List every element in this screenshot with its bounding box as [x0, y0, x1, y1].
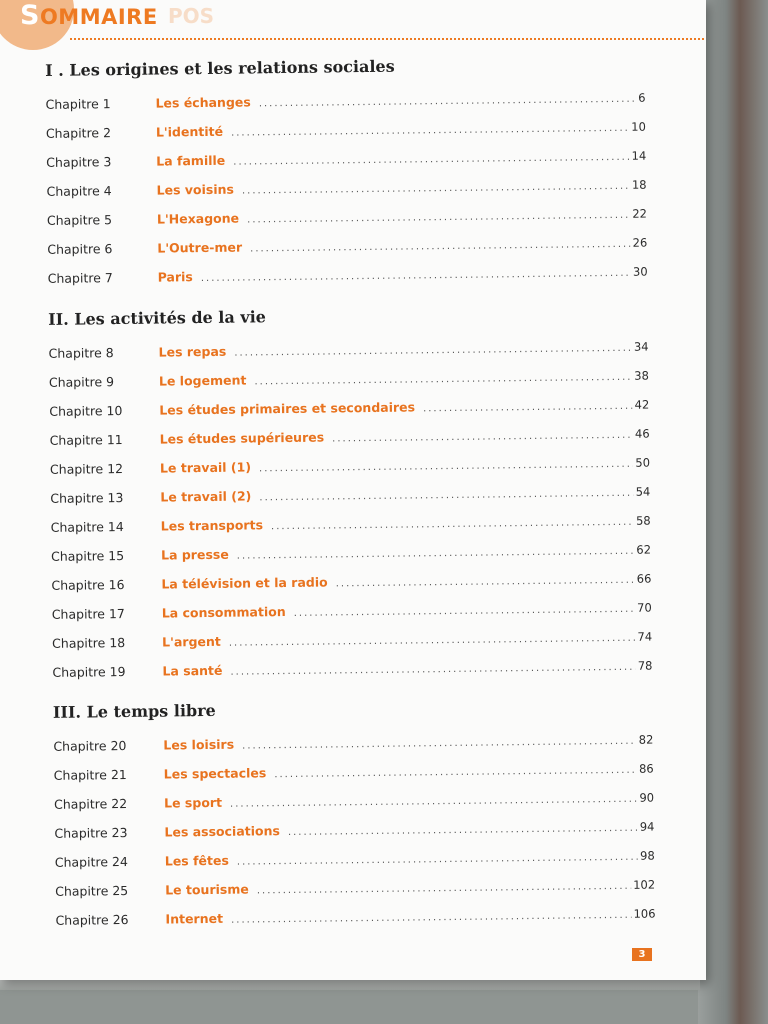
- section-1: [45, 53, 648, 293]
- title-initial: S: [20, 0, 40, 31]
- chapter-title[interactable]: Les spectacles: [163, 765, 267, 782]
- page-number: 14: [631, 148, 647, 163]
- dot-leader: [259, 85, 637, 119]
- scan-background: [698, 0, 768, 1024]
- chapter-label: Chapitre 1: [45, 96, 111, 112]
- chapter-label: Chapitre 10: [49, 403, 123, 419]
- chapter-title[interactable]: Les fêtes: [164, 852, 229, 869]
- chapter-label: Chapitre 14: [50, 519, 124, 535]
- page-number: 18: [631, 177, 647, 192]
- dot-leader: [254, 363, 632, 397]
- toc-row[interactable]: [53, 725, 653, 761]
- dot-leader: [288, 814, 638, 847]
- page-number: 10: [631, 119, 646, 134]
- toc-row[interactable]: [45, 83, 645, 119]
- chapter-label: Chapitre 26: [55, 911, 129, 928]
- dot-leader: [259, 450, 634, 484]
- section-title: III. Le temps libre: [52, 700, 216, 722]
- chapter-label: Chapitre 22: [54, 795, 128, 812]
- toc-row[interactable]: [47, 199, 647, 235]
- section-title: II. Les activités de la vie: [48, 307, 267, 329]
- dot-leader: [336, 566, 635, 599]
- section-rows: [48, 332, 652, 687]
- chapter-label: Chapitre 25: [55, 882, 129, 899]
- chapter-label: Chapitre 21: [53, 766, 127, 783]
- page-number: 30: [632, 264, 648, 279]
- toc-row[interactable]: [49, 390, 649, 426]
- chapter-title[interactable]: Le travail (1): [159, 459, 252, 476]
- dot-leader: [257, 872, 632, 906]
- toc-row[interactable]: [49, 419, 649, 455]
- chapter-title[interactable]: Le sport: [163, 794, 223, 811]
- dot-leader: [274, 756, 637, 789]
- chapter-title[interactable]: La santé: [162, 662, 223, 679]
- chapter-title[interactable]: Les échanges: [155, 94, 251, 111]
- toc-row[interactable]: [49, 361, 649, 397]
- chapter-label: Chapitre 4: [46, 183, 112, 199]
- chapter-title[interactable]: L'identité: [155, 123, 224, 140]
- page-number: 38: [634, 368, 649, 383]
- page-number: 74: [637, 629, 653, 644]
- dot-leader: [271, 508, 634, 541]
- chapter-title[interactable]: La télévision et la radio: [161, 574, 328, 592]
- page-number: 58: [635, 513, 651, 528]
- page-number: 78: [637, 658, 653, 673]
- chapter-title[interactable]: Les études primaires et secondaires: [159, 399, 416, 418]
- toc-row[interactable]: [55, 870, 655, 906]
- dot-leader: [332, 421, 633, 454]
- chapter-title[interactable]: La consommation: [161, 604, 286, 621]
- page-number: 90: [639, 790, 655, 805]
- page-number: 106: [633, 906, 656, 921]
- chapter-label: Chapitre 17: [51, 606, 125, 622]
- toc-row[interactable]: [50, 477, 650, 513]
- chapter-label: Chapitre 3: [46, 154, 112, 170]
- chapter-title[interactable]: Les loisirs: [163, 736, 235, 753]
- section-2: [48, 302, 653, 687]
- chapter-title[interactable]: La famille: [156, 152, 226, 169]
- chapter-title[interactable]: Les repas: [158, 343, 227, 360]
- chapter-title[interactable]: L'Hexagone: [156, 210, 240, 227]
- dot-leader: [247, 201, 631, 235]
- toc-row[interactable]: [52, 622, 652, 658]
- chapter-label: Chapitre 9: [48, 374, 115, 390]
- chapter-title[interactable]: Le tourisme: [165, 881, 249, 898]
- chapter-label: Chapitre 18: [52, 635, 126, 651]
- chapter-title[interactable]: Le logement: [158, 372, 247, 389]
- chapter-label: Chapitre 2: [45, 125, 112, 141]
- chapter-title[interactable]: Les études supérieures: [159, 429, 325, 447]
- chapter-label: Chapitre 13: [50, 490, 124, 506]
- chapter-title[interactable]: L'argent: [162, 633, 221, 650]
- section-rows: [45, 83, 647, 293]
- chapter-label: Chapitre 5: [46, 212, 113, 228]
- chapter-label: Chapitre 6: [47, 241, 113, 257]
- page-number: 50: [635, 455, 651, 470]
- toc-row[interactable]: [54, 754, 654, 790]
- page-number: 94: [639, 819, 655, 834]
- section-title: I . Les origines et les relations sociales: [45, 56, 395, 80]
- header-ghost-text: POS: [168, 4, 215, 28]
- chapter-title[interactable]: Les transports: [160, 517, 264, 534]
- toc-row[interactable]: [51, 535, 651, 571]
- chapter-title[interactable]: La presse: [160, 546, 229, 563]
- toc-row[interactable]: [51, 506, 651, 542]
- toc-row[interactable]: [55, 899, 655, 935]
- chapter-label: Chapitre 12: [49, 461, 124, 477]
- chapter-label: Chapitre 20: [53, 737, 127, 754]
- page-number: 82: [638, 732, 654, 747]
- toc-row[interactable]: [54, 812, 654, 848]
- chapter-title[interactable]: Le travail (2): [160, 488, 252, 505]
- chapter-label: Chapitre 8: [48, 345, 114, 361]
- toc-row[interactable]: [52, 593, 652, 629]
- chapter-label: Chapitre 7: [47, 270, 113, 286]
- chapter-title[interactable]: L'Outre-mer: [157, 239, 243, 256]
- toc-row[interactable]: [46, 170, 646, 206]
- chapter-title[interactable]: Paris: [157, 269, 193, 285]
- chapter-label: Chapitre 24: [54, 853, 128, 870]
- dot-leader: [250, 230, 631, 264]
- toc-row[interactable]: [47, 228, 647, 264]
- dot-leader: [242, 172, 630, 206]
- dot-leader: [294, 595, 636, 628]
- chapter-title[interactable]: Les voisins: [156, 181, 235, 198]
- page-number: 98: [640, 848, 655, 863]
- toc-row[interactable]: [50, 448, 650, 484]
- section-3: [53, 695, 656, 935]
- toc-row[interactable]: [52, 651, 652, 687]
- page-number: 6: [638, 90, 646, 105]
- page-number: 66: [636, 571, 652, 586]
- page-number: 102: [633, 877, 656, 892]
- page-number: 62: [636, 542, 652, 557]
- chapter-label: Chapitre 11: [49, 432, 123, 448]
- page-number: 22: [632, 206, 648, 221]
- chapter-label: Chapitre 15: [50, 548, 125, 564]
- chapter-title[interactable]: Les associations: [164, 823, 280, 840]
- toc-row[interactable]: [48, 332, 648, 368]
- section-rows: [53, 725, 655, 935]
- page-number: 70: [637, 600, 652, 615]
- toc-row[interactable]: [46, 141, 646, 177]
- dot-leader: [201, 259, 632, 293]
- page-number: 86: [638, 761, 654, 776]
- dot-leader: [423, 392, 633, 424]
- toc-row[interactable]: [46, 112, 646, 148]
- dot-leader: [259, 479, 634, 513]
- chapter-label: Chapitre 19: [52, 664, 126, 680]
- chapter-label: Chapitre 16: [51, 577, 125, 593]
- toc-row[interactable]: [55, 841, 655, 877]
- page-number: 46: [634, 426, 650, 441]
- chapter-title[interactable]: Internet: [165, 910, 224, 927]
- page-number: 54: [635, 484, 651, 499]
- page-number-badge: 3: [632, 948, 652, 961]
- toc-row[interactable]: [51, 564, 651, 600]
- dot-leader: [230, 653, 636, 687]
- toc-row[interactable]: [54, 783, 654, 819]
- page-number: 26: [632, 235, 648, 250]
- page-number: 34: [633, 339, 649, 354]
- toc-row[interactable]: [47, 257, 647, 293]
- chapter-label: Chapitre 23: [54, 824, 128, 841]
- page-number: 42: [634, 397, 650, 412]
- title-rest: OMMAIRE: [39, 5, 158, 29]
- dot-leader: [231, 901, 632, 935]
